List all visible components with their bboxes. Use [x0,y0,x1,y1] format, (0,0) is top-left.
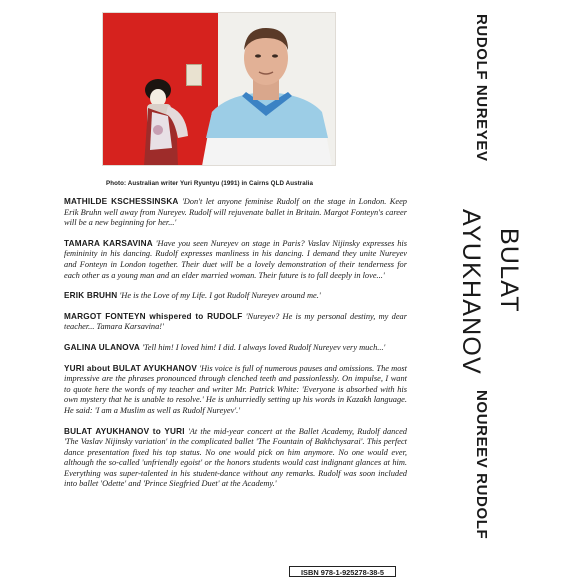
quote-paragraph [64,197,407,229]
quote-paragraph [64,427,407,491]
quote-speaker: BULAT AYUKHANOV to YURI [64,426,185,436]
quote-paragraph [64,239,407,281]
quote-speaker: ERIK BRUHN [64,291,118,301]
photo-caption: Photo: Australian writer Yuri Ryuntyu (1991) in Cairns QLD Australia [106,180,314,187]
quote-text: 'Tell him! I loved him! I did. I always loved Rudolf Nureyev very much...' [142,342,386,352]
spine-title-bottom: NOUREEV RUDOLF [473,390,490,540]
quote-text: 'He is the Love of my Life. I got Rudolf Nureyev around me.' [119,291,321,301]
author-first-name: BULAT [495,228,523,313]
quote-speaker: YURI about BULAT AYUKHANOV [64,363,197,373]
author-last-name: AYUKHANOV [457,209,485,375]
quote-speaker: GALINA ULANOVA [64,342,141,352]
quotes-section [64,197,407,500]
quote-speaker: MATHILDE KSCHESSINSKA [64,197,179,206]
isbn-box: ISBN 978-1-925278-38-5 [289,566,396,577]
quote-paragraph [64,364,407,417]
author-photo [102,12,336,166]
quote-text: 'Have you seen Nureyev on stage in Paris? Vaslav Nijinsky expresses his femininity in his dancing. Rudolf expresses manliness in his dancing. I demand they unite Nureyev and Fonteyn in London together. Their duet will be a lovely demonstration of their tenderness for each other as a young man and an elder married woman. Their future is to fall deeply in love...' [64,238,408,280]
quote-text: 'At the mid-year concert at the Ballet Academy, Rudolf danced 'The Vaslav Nijinsky variation' in the complicated ballet 'The Fountain of Bakhchysarai'. This perfect dance presentation fixed his top status. No one would pick on him anymore. No one would ever, although the so-called 'unfriendly egoist' or the honors students would cast indignant glances at him. Everything was super-talented in his student-dance without any remarks. Rudolf was soon included into ballet 'Odette' and 'Prince Siegfried Duet' at the Academy.' [64,426,407,489]
quote-text: 'Don't let anyone feminise Rudolf on the stage in London. Keep Erik Bruhn well away from Nureyev. Rudolf will rejuvenate ballet in Britain. Margot Fonteyn's career will be a new beginning for her...' [64,197,407,228]
quote-paragraph [64,343,407,354]
quote-text: 'His voice is full of numerous pauses and omissions. The most impressive are the phrases pronounced through clenched teeth and passionlessly. On impulse, I want to quote here the words of my teacher and writer Mr. Patrick White: 'Everyone is absorbed with his own mystery that he is unable to resolve.' He is unhurriedly setting up his words in Kazakh language. He said: 'I am a Muslim as well as Rudolf Nureyev'.' [64,363,408,415]
quote-speaker: MARGOT FONTEYN whispered to RUDOLF [64,311,243,321]
quote-paragraph [64,291,407,302]
quote-speaker: TAMARA KARSAVINA [64,238,153,248]
quote-paragraph [64,312,407,333]
photo-frame [102,12,336,166]
quote-text: 'Nureyev? He is my personal destiny, my dear teacher... Tamara Karsavina!' [64,311,408,332]
spine-title-top: RUDOLF NUREYEV [473,14,490,162]
